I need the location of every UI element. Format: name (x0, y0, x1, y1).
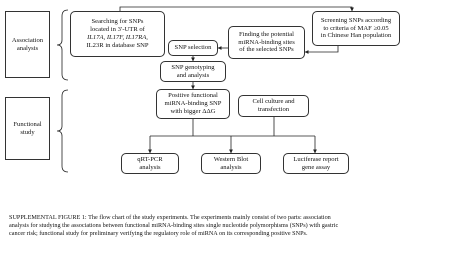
positive-functional-snp-box (156, 89, 230, 119)
association-label-line1: Association (11, 36, 44, 44)
positive-functional-line2: miRNA-binding SNP (164, 100, 222, 108)
caption-line2: analysis for studying the associations between functional miRNA-binding sites single nucleotide polymorphisms (SNPs) with gastric (9, 221, 339, 229)
figure-caption (9, 214, 441, 237)
snp-selection-box (168, 40, 218, 56)
qrt-pcr-line1: qRT-PCR (137, 155, 163, 163)
finding-mirna-line1: Finding the potential (239, 30, 294, 38)
snp-genotyping-box (160, 61, 226, 82)
screening-snps-line3: in Chinese Han population (320, 32, 392, 40)
caption-line1: SUPPLEMENTAL FIGURE 1: The flow chart of the study experiments. The experiments mainly consist of two parts: association (9, 214, 331, 221)
search-snps-line4: IL23R in database SNP (86, 41, 149, 49)
association-label-line2: analysis (16, 44, 39, 52)
western-blot-line2: analysis (220, 163, 242, 171)
search-snps-line3: IL17A, IL17F, IL17RA, (87, 34, 148, 41)
finding-mirna-line2: miRNA-binding sites (238, 38, 295, 46)
functional-study-box (5, 97, 50, 160)
snp-selection-label: SNP selection (174, 44, 212, 52)
search-snps-box (70, 11, 165, 57)
association-analysis-box (5, 11, 50, 78)
finding-mirna-sites-box (228, 26, 305, 59)
search-snps-line1: Searching for SNPs (91, 18, 144, 26)
cell-culture-line1: Cell culture and (252, 98, 295, 106)
association-brace (57, 10, 68, 80)
screening-snps-line1: Screening SNPs according (320, 16, 392, 24)
functional-label-line2: study (20, 128, 35, 136)
arrow-screening-to-finding (305, 46, 338, 52)
luciferase-line2: gene assay (301, 163, 331, 171)
snp-genotyping-line1: SNP genotyping (171, 63, 215, 71)
positive-functional-line1: Positive functional (168, 92, 218, 100)
qrt-pcr-line2: analysis (139, 163, 161, 171)
cell-culture-line2: transfection (257, 106, 290, 113)
qrt-pcr-box (121, 153, 179, 174)
luciferase-line1: Luciferase report (293, 155, 339, 163)
luciferase-box (283, 153, 349, 174)
search-snps-line2: located in 3′-UTR of (90, 26, 145, 34)
positive-functional-line3: with bigger ΔΔG (170, 107, 216, 115)
snp-genotyping-line2: and analysis (176, 71, 210, 79)
western-blot-line1: Western Blot (213, 155, 249, 163)
screening-snps-box (312, 11, 400, 46)
cell-culture-box (238, 95, 309, 117)
screening-snps-line2: to criteria of MAF ≥0.05 (323, 24, 389, 32)
functional-label-line1: Functional (13, 120, 42, 128)
western-blot-box (201, 153, 261, 174)
functional-brace (57, 90, 68, 172)
caption-line3: cancer risk; functional study for preliminary verifying the regulatory role of miRNA on its corresponding positive SNPs. (9, 229, 308, 237)
finding-mirna-line3: of the selected SNPs (239, 46, 294, 54)
